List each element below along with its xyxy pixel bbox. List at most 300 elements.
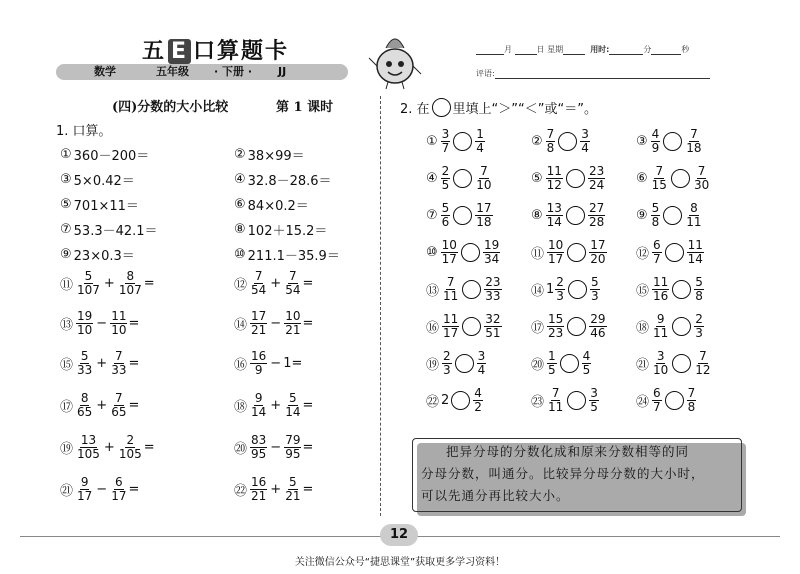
numerator: 8 <box>80 391 89 405</box>
numerator: 16 <box>251 349 267 363</box>
problem-number: ⑳ <box>531 358 545 373</box>
numerator: 2 <box>556 275 564 289</box>
q2-compare-problem <box>531 387 600 414</box>
numerator: 11 <box>687 238 703 252</box>
problem-text: 38×99＝ <box>247 149 305 164</box>
q2-compare-problem <box>426 128 486 155</box>
fraction <box>685 202 702 229</box>
equals-sign: = <box>302 316 314 331</box>
fraction <box>118 270 143 297</box>
fraction <box>484 276 501 303</box>
fraction <box>588 202 605 229</box>
problem-text: 53.3－42.1＝ <box>73 224 158 239</box>
denominator: 11 <box>443 289 459 303</box>
fraction <box>590 276 600 303</box>
operator: − <box>270 316 282 331</box>
denominator: 33 <box>111 363 127 377</box>
operator: − <box>270 440 282 455</box>
fraction <box>284 270 301 297</box>
numerator: 3 <box>477 349 486 363</box>
fraction <box>475 165 492 192</box>
q1-problem <box>60 245 135 264</box>
denominator: 5 <box>590 400 598 414</box>
denominator: 5 <box>548 363 556 377</box>
q2-compare-problem <box>636 165 711 192</box>
equals-sign: = <box>302 440 314 455</box>
q2-title <box>400 98 597 117</box>
problem-number: ⑭ <box>531 284 545 299</box>
month-label: 月 <box>504 45 512 54</box>
q1-problem <box>234 220 327 239</box>
q2-compare-problem <box>531 313 608 340</box>
denominator: 4 <box>476 141 484 155</box>
answer-circle[interactable] <box>453 169 472 188</box>
denominator: 107 <box>77 283 100 297</box>
numerator: 9 <box>656 312 665 326</box>
answer-circle[interactable] <box>663 206 682 225</box>
blank-circle-icon <box>432 98 451 117</box>
q1-fraction-problem <box>234 392 313 419</box>
numerator: 27 <box>588 201 605 215</box>
problem-text: 32.8－28.6＝ <box>247 174 332 189</box>
fraction <box>582 350 592 377</box>
denominator: 46 <box>590 326 606 340</box>
q2-title-head: 2. 在 <box>400 102 430 117</box>
numerator: 2 <box>443 349 451 363</box>
q2-compare-problem <box>636 350 713 377</box>
q1-fraction-problem <box>60 392 139 419</box>
fraction <box>118 434 143 461</box>
fraction <box>110 310 127 337</box>
fraction <box>441 202 451 229</box>
q2-compare-problem <box>531 165 606 192</box>
q1-problem <box>60 170 135 189</box>
q1-fraction-problem <box>234 476 313 503</box>
fraction <box>546 165 563 192</box>
problem-number: ⑭ <box>234 318 248 333</box>
problem-number: ② <box>234 147 246 162</box>
numerator: 7 <box>115 349 123 363</box>
problem-number: ⑧ <box>234 222 246 237</box>
footer-text: 关注微信公众号“捷思课堂”获取更多学习资料！ <box>294 557 506 568</box>
answer-circle[interactable] <box>672 280 691 299</box>
denominator: 107 <box>118 283 142 297</box>
numerator: 1 <box>476 127 484 141</box>
comment-label: 评语: <box>476 69 495 78</box>
problem-number: ⑮ <box>60 358 74 373</box>
problem-number: ⑥ <box>636 171 648 186</box>
fraction <box>250 310 267 337</box>
numerator: 4 <box>582 349 591 363</box>
denominator: 7 <box>441 141 450 155</box>
fraction <box>441 239 458 266</box>
problem-number: ⑲ <box>426 358 440 373</box>
q1-fraction-problem <box>234 434 313 461</box>
denominator: 14 <box>687 252 703 266</box>
denominator: 14 <box>251 405 267 419</box>
operator: + <box>96 356 108 371</box>
q1-problem <box>234 145 305 164</box>
q2-compare-problem <box>531 239 608 266</box>
numerator: 23 <box>485 275 501 289</box>
fraction <box>547 350 557 377</box>
fraction <box>546 202 563 229</box>
denominator: 17 <box>441 252 457 266</box>
answer-circle[interactable] <box>453 132 472 151</box>
problem-text: 23×0.3＝ <box>73 249 135 264</box>
q2-compare-problem <box>426 239 501 266</box>
numerator: 32 <box>485 312 501 326</box>
numerator: 17 <box>251 309 267 323</box>
answer-circle[interactable] <box>665 391 684 410</box>
equals-sign: = <box>128 316 140 331</box>
numerator: 5 <box>80 349 89 363</box>
numerator: 19 <box>483 238 500 252</box>
fraction <box>250 350 267 377</box>
numerator: 5 <box>289 391 297 405</box>
problem-text: 211.1－35.9＝ <box>247 249 340 264</box>
problem-number: ⑬ <box>426 284 440 299</box>
numerator: 17 <box>476 201 492 215</box>
answer-circle[interactable] <box>558 132 577 151</box>
q2-compare-problem <box>426 276 503 303</box>
q2-compare-problem <box>426 165 494 192</box>
fraction <box>76 350 93 377</box>
operator: − <box>270 356 282 371</box>
answer-circle[interactable] <box>455 354 474 373</box>
page-number: 12 <box>380 524 418 546</box>
denominator: 51 <box>485 326 501 340</box>
fraction <box>441 165 451 192</box>
problem-number: ⑲ <box>60 442 74 457</box>
q1-fraction-problem <box>60 350 139 377</box>
brand-letter: E <box>168 39 191 64</box>
q2-compare-problem <box>426 387 484 414</box>
problem-number: ④ <box>426 171 438 186</box>
q2-compare-problem <box>531 350 592 377</box>
numerator: 13 <box>80 433 97 447</box>
denominator: 11 <box>686 215 702 229</box>
denominator: 21 <box>251 323 267 337</box>
fraction <box>477 350 487 377</box>
numerator: 16 <box>251 475 267 489</box>
numerator: 2 <box>695 312 703 326</box>
numerator: 7 <box>690 127 698 141</box>
operator: − <box>96 316 108 331</box>
equals-sign: = <box>302 482 314 497</box>
denominator: 33 <box>485 289 501 303</box>
denominator: 17 <box>77 489 93 503</box>
denominator: 10 <box>77 323 93 337</box>
fraction <box>442 276 459 303</box>
denominator: 34 <box>483 252 500 266</box>
denominator: 54 <box>251 283 267 297</box>
record-date-line <box>476 44 689 55</box>
equals-sign: = <box>143 440 155 455</box>
q2-compare-problem <box>636 202 704 229</box>
fraction <box>76 270 101 297</box>
q1-fraction-problem <box>60 434 155 461</box>
tip-box <box>412 438 742 512</box>
operator: + <box>103 440 115 455</box>
fraction <box>652 239 662 266</box>
brand-suffix: 口算题卡 <box>193 39 290 64</box>
fraction <box>687 239 704 266</box>
fraction <box>442 350 452 377</box>
denominator: 7 <box>653 252 661 266</box>
denominator: 28 <box>588 215 605 229</box>
denominator: 9 <box>254 363 263 377</box>
numerator: 2 <box>126 433 135 447</box>
denominator: 105 <box>77 447 100 461</box>
answer-circle[interactable] <box>462 280 481 299</box>
fraction <box>547 239 564 266</box>
denominator: 24 <box>588 178 605 192</box>
problem-number: ㉔ <box>636 395 650 410</box>
q2-compare-problem <box>636 387 697 414</box>
denominator: 54 <box>285 283 301 297</box>
q1-fraction-problem <box>60 270 155 297</box>
fraction <box>76 310 93 337</box>
fraction <box>589 239 606 266</box>
fraction <box>685 128 702 155</box>
fraction <box>483 239 500 266</box>
problem-number: ⑦ <box>426 208 438 223</box>
operator: + <box>270 276 282 291</box>
denominator: 16 <box>653 289 669 303</box>
q1-fraction-problem <box>234 270 313 297</box>
fraction <box>687 387 697 414</box>
denominator: 3 <box>590 289 599 303</box>
denominator: 3 <box>695 326 703 340</box>
numerator: 5 <box>651 201 660 215</box>
denominator: 8 <box>651 215 660 229</box>
problem-number: ㉓ <box>531 395 545 410</box>
problem-number: ㉒ <box>426 395 440 410</box>
q1-problem <box>60 195 139 214</box>
tip-line1: 把异分母的分数化成和原来分数相等的同 <box>446 444 690 459</box>
q2-compare-problem <box>531 276 601 303</box>
denominator: 3 <box>443 363 451 377</box>
fraction <box>110 350 127 377</box>
numerator: 79 <box>285 433 301 447</box>
edition-label: JJ <box>278 65 287 78</box>
answer-circle[interactable] <box>566 169 585 188</box>
numerator: 5 <box>590 275 599 289</box>
denominator: 17 <box>443 326 459 340</box>
problem-number: ⑰ <box>531 321 545 336</box>
problem-number: ⑩ <box>426 245 438 260</box>
answer-circle[interactable] <box>671 169 690 188</box>
answer-circle[interactable] <box>451 391 470 410</box>
q2-compare-problem <box>426 350 487 377</box>
equals-sign: = <box>291 356 303 371</box>
fraction <box>580 128 590 155</box>
fraction <box>250 434 267 461</box>
denominator: 20 <box>590 252 606 266</box>
problem-number: ⑫ <box>636 247 650 262</box>
fraction <box>651 165 668 192</box>
denominator: 6 <box>441 215 450 229</box>
numerator: 7 <box>655 164 664 178</box>
numerator: 7 <box>480 164 488 178</box>
problem-number: ⑥ <box>234 197 246 212</box>
problem-text: 5×0.42＝ <box>73 174 135 189</box>
fraction <box>110 392 127 419</box>
mascot-icon <box>366 28 424 90</box>
fraction <box>484 313 501 340</box>
q1-title: 1. 口算。 <box>56 124 112 139</box>
column-divider <box>380 96 381 516</box>
numerator: 3 <box>581 127 589 141</box>
problem-number: ⑧ <box>531 208 543 223</box>
answer-circle[interactable] <box>453 206 472 225</box>
answer-circle[interactable] <box>462 317 481 336</box>
fraction <box>284 476 301 503</box>
numerator: 7 <box>115 391 123 405</box>
fraction <box>694 276 704 303</box>
denominator: 18 <box>476 215 492 229</box>
denominator: 11 <box>548 400 564 414</box>
numerator: 6 <box>115 475 123 489</box>
answer-circle[interactable] <box>672 317 691 336</box>
answer-circle[interactable] <box>663 132 682 151</box>
fraction <box>651 202 661 229</box>
q1-fraction-problem <box>234 310 313 337</box>
problem-number: ⑯ <box>234 358 248 373</box>
numerator: 3 <box>441 127 450 141</box>
problem-number: ㉑ <box>636 358 650 373</box>
answer-circle[interactable] <box>568 280 587 299</box>
answer-circle[interactable] <box>567 243 586 262</box>
numerator: 9 <box>254 391 263 405</box>
numerator: 11 <box>443 312 459 326</box>
fraction <box>473 387 483 414</box>
week-label: 星期 <box>547 45 564 54</box>
problem-number: ① <box>60 147 72 162</box>
denominator: 9 <box>651 141 660 155</box>
numerator: 7 <box>687 386 696 400</box>
numerator: 9 <box>80 475 89 489</box>
denominator: 95 <box>251 447 267 461</box>
problem-number: ⑪ <box>531 247 545 262</box>
answer-circle[interactable] <box>566 206 585 225</box>
fraction <box>284 310 301 337</box>
equals-sign: = <box>302 398 314 413</box>
numerator: 23 <box>588 164 605 178</box>
problem-number: ⑦ <box>60 222 72 237</box>
denominator: 95 <box>285 447 301 461</box>
problem-number: ⑰ <box>60 400 74 415</box>
problem-number: ㉒ <box>234 484 248 499</box>
denominator: 12 <box>546 178 562 192</box>
fraction <box>250 476 267 503</box>
fraction <box>693 165 710 192</box>
denominator: 14 <box>546 215 562 229</box>
fraction <box>652 387 662 414</box>
numerator: 6 <box>653 238 661 252</box>
numerator: 11 <box>546 164 562 178</box>
grade-label: 五年级 <box>156 65 189 78</box>
numerator: 7 <box>699 349 707 363</box>
answer-circle[interactable] <box>567 391 586 410</box>
numerator: 7 <box>697 164 706 178</box>
comment-line <box>476 68 710 79</box>
fraction <box>475 202 492 229</box>
q1-problem <box>60 145 149 164</box>
fraction <box>694 313 704 340</box>
problem-number: ⑤ <box>531 171 543 186</box>
numerator: 8 <box>690 201 698 215</box>
answer-circle[interactable] <box>665 243 684 262</box>
denominator: 3 <box>556 289 564 303</box>
denominator: 12 <box>695 363 711 377</box>
denominator: 21 <box>285 323 301 337</box>
problem-number: ⑨ <box>60 247 72 262</box>
numerator: 15 <box>548 312 564 326</box>
q1-problem <box>234 245 340 264</box>
equals-sign: = <box>143 276 155 291</box>
fraction <box>284 434 301 461</box>
q2-compare-problem <box>636 276 705 303</box>
numerator: 3 <box>656 349 665 363</box>
answer-circle[interactable] <box>672 354 691 373</box>
q2-compare-problem <box>426 202 494 229</box>
denominator: 17 <box>548 252 564 266</box>
tip-line2: 分母分数，叫通分。比较异分母分数的大小时， <box>421 466 705 481</box>
equals-sign: = <box>128 398 140 413</box>
problem-number: ⑱ <box>234 400 248 415</box>
problem-number: ⑨ <box>636 208 648 223</box>
problem-number: ㉑ <box>60 484 74 499</box>
fraction <box>284 392 301 419</box>
problem-number: ⑮ <box>636 284 650 299</box>
problem-number: ③ <box>60 172 72 187</box>
numerator: 10 <box>548 238 564 252</box>
problem-number: ⑩ <box>234 247 246 262</box>
problem-text: 84×0.2＝ <box>247 199 309 214</box>
fraction <box>110 476 127 503</box>
equals-sign: = <box>302 276 314 291</box>
q1-problem <box>60 220 158 239</box>
numerator: 29 <box>590 312 606 326</box>
denominator: 65 <box>111 405 127 419</box>
answer-circle[interactable] <box>567 317 586 336</box>
whole-number: 1 <box>283 356 292 371</box>
numerator: 5 <box>695 275 703 289</box>
q2-compare-problem <box>426 313 503 340</box>
q2-title-tail: 里填上“＞”“＜”或“＝”。 <box>452 102 597 117</box>
problem-number: ⑯ <box>426 321 440 336</box>
numerator: 5 <box>289 475 297 489</box>
operator: + <box>270 398 282 413</box>
numerator: 83 <box>251 433 267 447</box>
answer-circle[interactable] <box>560 354 579 373</box>
whole-number: 1 <box>546 282 555 297</box>
numerator: 7 <box>289 269 297 283</box>
problem-number: ② <box>531 134 543 149</box>
fraction <box>589 387 599 414</box>
denominator: 21 <box>285 489 301 503</box>
problem-number: ① <box>426 134 438 149</box>
fraction <box>546 128 556 155</box>
operator: + <box>270 482 282 497</box>
equals-sign: = <box>128 356 140 371</box>
answer-circle[interactable] <box>461 243 480 262</box>
problem-number: ⑱ <box>636 321 650 336</box>
numerator: 6 <box>653 386 661 400</box>
numerator: 2 <box>441 164 450 178</box>
